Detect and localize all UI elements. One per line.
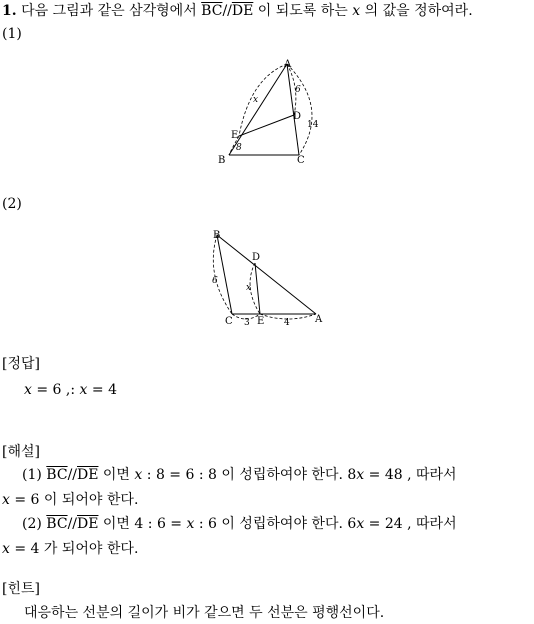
expl1-num: (1) bbox=[22, 467, 42, 483]
answer-x1: x bbox=[24, 382, 32, 398]
fig2-label-c: C bbox=[225, 316, 233, 327]
expl1-segment-bc: $\overline{BC}$ bbox=[46, 467, 68, 483]
answer-eq2: = 4 bbox=[91, 382, 117, 398]
expl2-x: x bbox=[2, 492, 10, 508]
fig1-arc-14 bbox=[287, 64, 312, 155]
hint-text: 대응하는 선분의 길이가 비가 같으면 두 선분은 평행선이다. bbox=[24, 605, 385, 621]
fig1-label-c: C bbox=[297, 155, 305, 166]
expl3-ratio-a: 4 : 6 = bbox=[134, 516, 183, 532]
expl4-eq: = 4 bbox=[14, 541, 40, 557]
expl3-parallel: // bbox=[67, 516, 77, 532]
expl2-eq: = 6 bbox=[14, 492, 40, 508]
segment-de: $\overline{DE}$ bbox=[231, 3, 254, 19]
answer-eq1: = 6 , bbox=[36, 382, 71, 398]
explanation-line-4 bbox=[2, 540, 138, 558]
expl3-eq-a: 6 bbox=[347, 516, 357, 532]
expl3-x2: x bbox=[356, 516, 365, 532]
fig2-label-b: B bbox=[213, 230, 221, 241]
explanation-line-3 bbox=[22, 515, 457, 533]
fig1-label-14: 14 bbox=[307, 120, 319, 130]
expl1-parallel: // bbox=[67, 467, 77, 483]
expl4-x: x bbox=[2, 541, 10, 557]
question-number: 1. bbox=[2, 3, 17, 19]
expl1-eq-a: 8 bbox=[347, 467, 357, 483]
expl3-num: (2) bbox=[22, 516, 42, 532]
fig2-label-a: A bbox=[315, 314, 323, 325]
question-text-before: 다음 그림과 같은 삼각형에서 bbox=[21, 3, 197, 19]
expl1-eq-b: = 48 , 따라서 bbox=[368, 467, 457, 483]
explanation-line-2 bbox=[2, 491, 138, 509]
explanation-heading: [해설] bbox=[2, 444, 40, 460]
question-text-after: 이 되도록 하는 bbox=[257, 3, 348, 19]
fig2-label-4: 4 bbox=[284, 318, 290, 328]
expl1-text: 이 성립하여야 한다. bbox=[221, 467, 343, 483]
figure-1 bbox=[205, 58, 330, 168]
answer-separator: : bbox=[70, 382, 76, 398]
fig2-arc-x bbox=[250, 263, 260, 314]
fig2-label-6: 6 bbox=[212, 276, 218, 286]
fig2-label-x: x bbox=[246, 283, 252, 293]
part1-label: (1) bbox=[2, 26, 22, 42]
fig2-arc-6 bbox=[213, 235, 232, 314]
expl1-x: x bbox=[134, 467, 143, 483]
fig1-label-e: E bbox=[231, 130, 239, 141]
fig2-segment-bc bbox=[217, 235, 232, 314]
fig1-label-x: x bbox=[253, 95, 259, 105]
fig2-label-e: E bbox=[257, 316, 265, 327]
expl3-segment-bc: $\overline{BC}$ bbox=[46, 516, 68, 532]
expl1-x2: x bbox=[356, 467, 365, 483]
variable-x: x bbox=[352, 3, 361, 19]
expl2-text: 이 되어야 한다. bbox=[43, 492, 139, 508]
fig2-segment-ba bbox=[217, 235, 316, 314]
part2-label: (2) bbox=[2, 196, 22, 212]
question-line bbox=[2, 2, 473, 20]
fig1-segment-ac bbox=[287, 64, 302, 155]
expl1-segment-de: $\overline{DE}$ bbox=[77, 467, 99, 483]
fig1-label-6: 6 bbox=[295, 85, 301, 95]
expl3-x: x bbox=[186, 516, 195, 532]
fig1-label-a: A bbox=[284, 59, 292, 70]
answer-x2: x bbox=[79, 382, 88, 398]
expl3-cond: 이면 bbox=[102, 516, 130, 532]
answer-line bbox=[24, 381, 117, 399]
hint-heading: [힌트] bbox=[2, 581, 40, 597]
expl3-ratio-b: : 6 bbox=[198, 516, 217, 532]
expl3-segment-de: $\overline{DE}$ bbox=[77, 516, 99, 532]
fig2-label-3: 3 bbox=[244, 318, 250, 328]
question-text-end: 의 값을 정하여라. bbox=[364, 3, 473, 19]
expl1-ratio: : 8 = 6 : 8 bbox=[146, 467, 217, 483]
expl4-text: 가 되어야 한다. bbox=[43, 541, 139, 557]
segment-bc: $\overline{BC}$ bbox=[201, 3, 223, 19]
fig2-label-d: D bbox=[252, 252, 261, 263]
answer-heading: [정답] bbox=[2, 356, 40, 372]
expl1-cond: 이면 bbox=[102, 467, 130, 483]
explanation-line-1 bbox=[22, 466, 457, 484]
figure-2 bbox=[205, 225, 330, 330]
fig1-label-d: D bbox=[293, 111, 302, 122]
expl3-eq-b: = 24 , 따라서 bbox=[368, 516, 457, 532]
fig1-label-b: B bbox=[218, 155, 226, 166]
expl3-text: 이 성립하여야 한다. bbox=[221, 516, 343, 532]
fig1-segment-ab bbox=[229, 64, 287, 155]
parallel-symbol: // bbox=[222, 3, 232, 19]
fig1-label-8: 8 bbox=[236, 143, 242, 153]
